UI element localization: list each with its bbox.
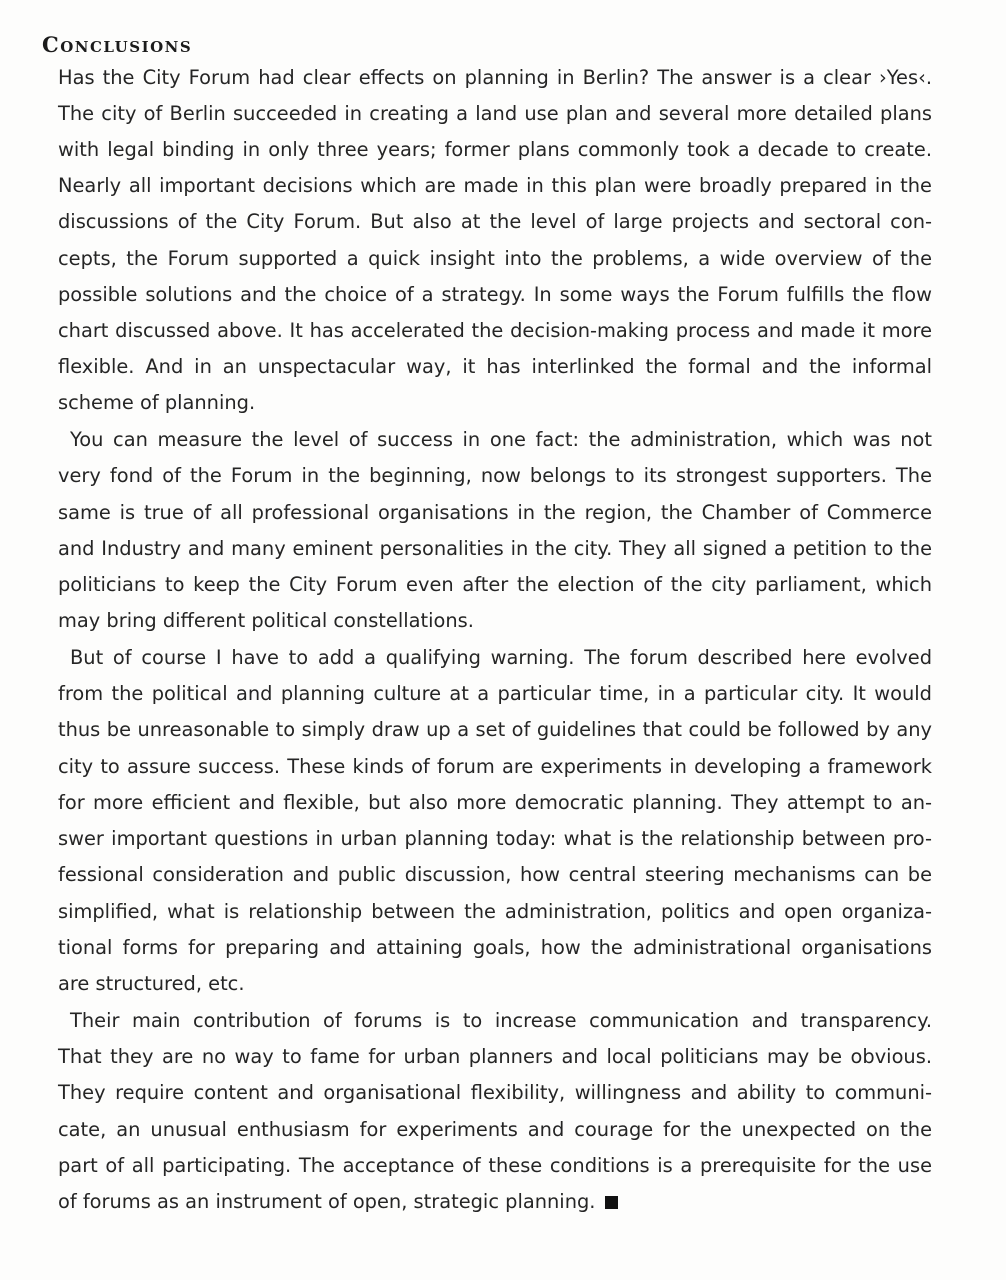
paragraph-2-line-4: and Industry and many eminent personalities in the city. They all signed a petition to the	[58, 537, 932, 560]
paragraph-1-line-3: with legal binding in only three years; former plans commonly took a decade to create.	[58, 138, 932, 161]
paragraph-2-line-5: politicians to keep the City Forum even after the election of the city parliament, which	[58, 573, 932, 596]
paragraph-3-line-6: swer important questions in urban planning today: what is the relationship between pro-	[58, 827, 932, 850]
paragraph-4-line-5: part of all participating. The acceptance of these conditions is a prerequisite for the use	[58, 1154, 932, 1177]
paragraph-4-line-3: They require content and organisational flexibility, willingness and ability to communi-	[58, 1081, 932, 1104]
paragraph-3-line-9: tional forms for preparing and attaining goals, how the administrational organisations	[58, 936, 932, 959]
paragraph-1-line-1: Has the City Forum had clear effects on planning in Berlin? The answer is a clear ›Yes‹.	[58, 66, 932, 89]
paragraph-3-line-4: city to assure success. These kinds of forum are experiments in developing a framework	[58, 755, 932, 778]
paragraph-1-line-10: scheme of planning.	[58, 391, 256, 414]
paragraph-4-line-4: cate, an unusual enthusiasm for experiments and courage for the unexpected on the	[58, 1118, 932, 1141]
paragraph-3-line-3: thus be unreasonable to simply draw up a set of guidelines that could be followed by any	[58, 718, 932, 741]
paragraph-2-line-3: same is true of all professional organisations in the region, the Chamber of Commerce	[58, 501, 932, 524]
end-of-article-square-icon	[605, 1196, 618, 1209]
paragraph-1-line-9: flexible. And in an unspectacular way, it has interlinked the formal and the informal	[58, 355, 932, 378]
paragraph-4-line-1: Their main contribution of forums is to increase communication and transparency.	[70, 1009, 932, 1032]
paragraph-3-line-5: for more efficient and flexible, but also more democratic planning. They attempt to an-	[58, 791, 932, 814]
paragraph-3-line-7: fessional consideration and public discussion, how central steering mechanisms can be	[58, 863, 932, 886]
paragraph-2-line-6: may bring different political constellations.	[58, 609, 474, 632]
paragraph-4-line-6	[58, 1190, 932, 1214]
paragraph-3-line-1: But of course I have to add a qualifying warning. The forum described here evolved	[70, 646, 932, 669]
paragraph-1-line-8: chart discussed above. It has accelerated the decision-making process and made it more	[58, 319, 932, 342]
paragraph-4-line-2: That they are no way to fame for urban planners and local politicians may be obvious.	[58, 1045, 932, 1068]
paragraph-1-line-2: The city of Berlin succeeded in creating a land use plan and several more detailed plans	[58, 102, 932, 125]
paragraph-1-line-7: possible solutions and the choice of a strategy. In some ways the Forum fulfills the flow	[58, 283, 932, 306]
paragraph-2-line-2: very fond of the Forum in the beginning, now belongs to its strongest supporters. The	[58, 464, 932, 487]
paragraph-1-line-4: Nearly all important decisions which are made in this plan were broadly prepared in the	[58, 174, 932, 197]
paragraph-3-line-10: are structured, etc.	[58, 972, 245, 995]
paragraph-4-line-6-text: of forums as an instrument of open, strategic planning.	[58, 1190, 596, 1213]
paragraph-1-line-6: cepts, the Forum supported a quick insight into the problems, a wide overview of the	[58, 247, 932, 270]
paragraph-3-line-8: simplified, what is relationship between the administration, politics and open organiza-	[58, 900, 932, 923]
section-heading: Conclusions	[42, 32, 193, 57]
paragraph-2-line-1: You can measure the level of success in one fact: the administration, which was not	[70, 428, 932, 451]
paragraph-3-line-2: from the political and planning culture at a particular time, in a particular city. It would	[58, 682, 932, 705]
paragraph-1-line-5: discussions of the City Forum. But also at the level of large projects and sectoral con-	[58, 210, 932, 233]
